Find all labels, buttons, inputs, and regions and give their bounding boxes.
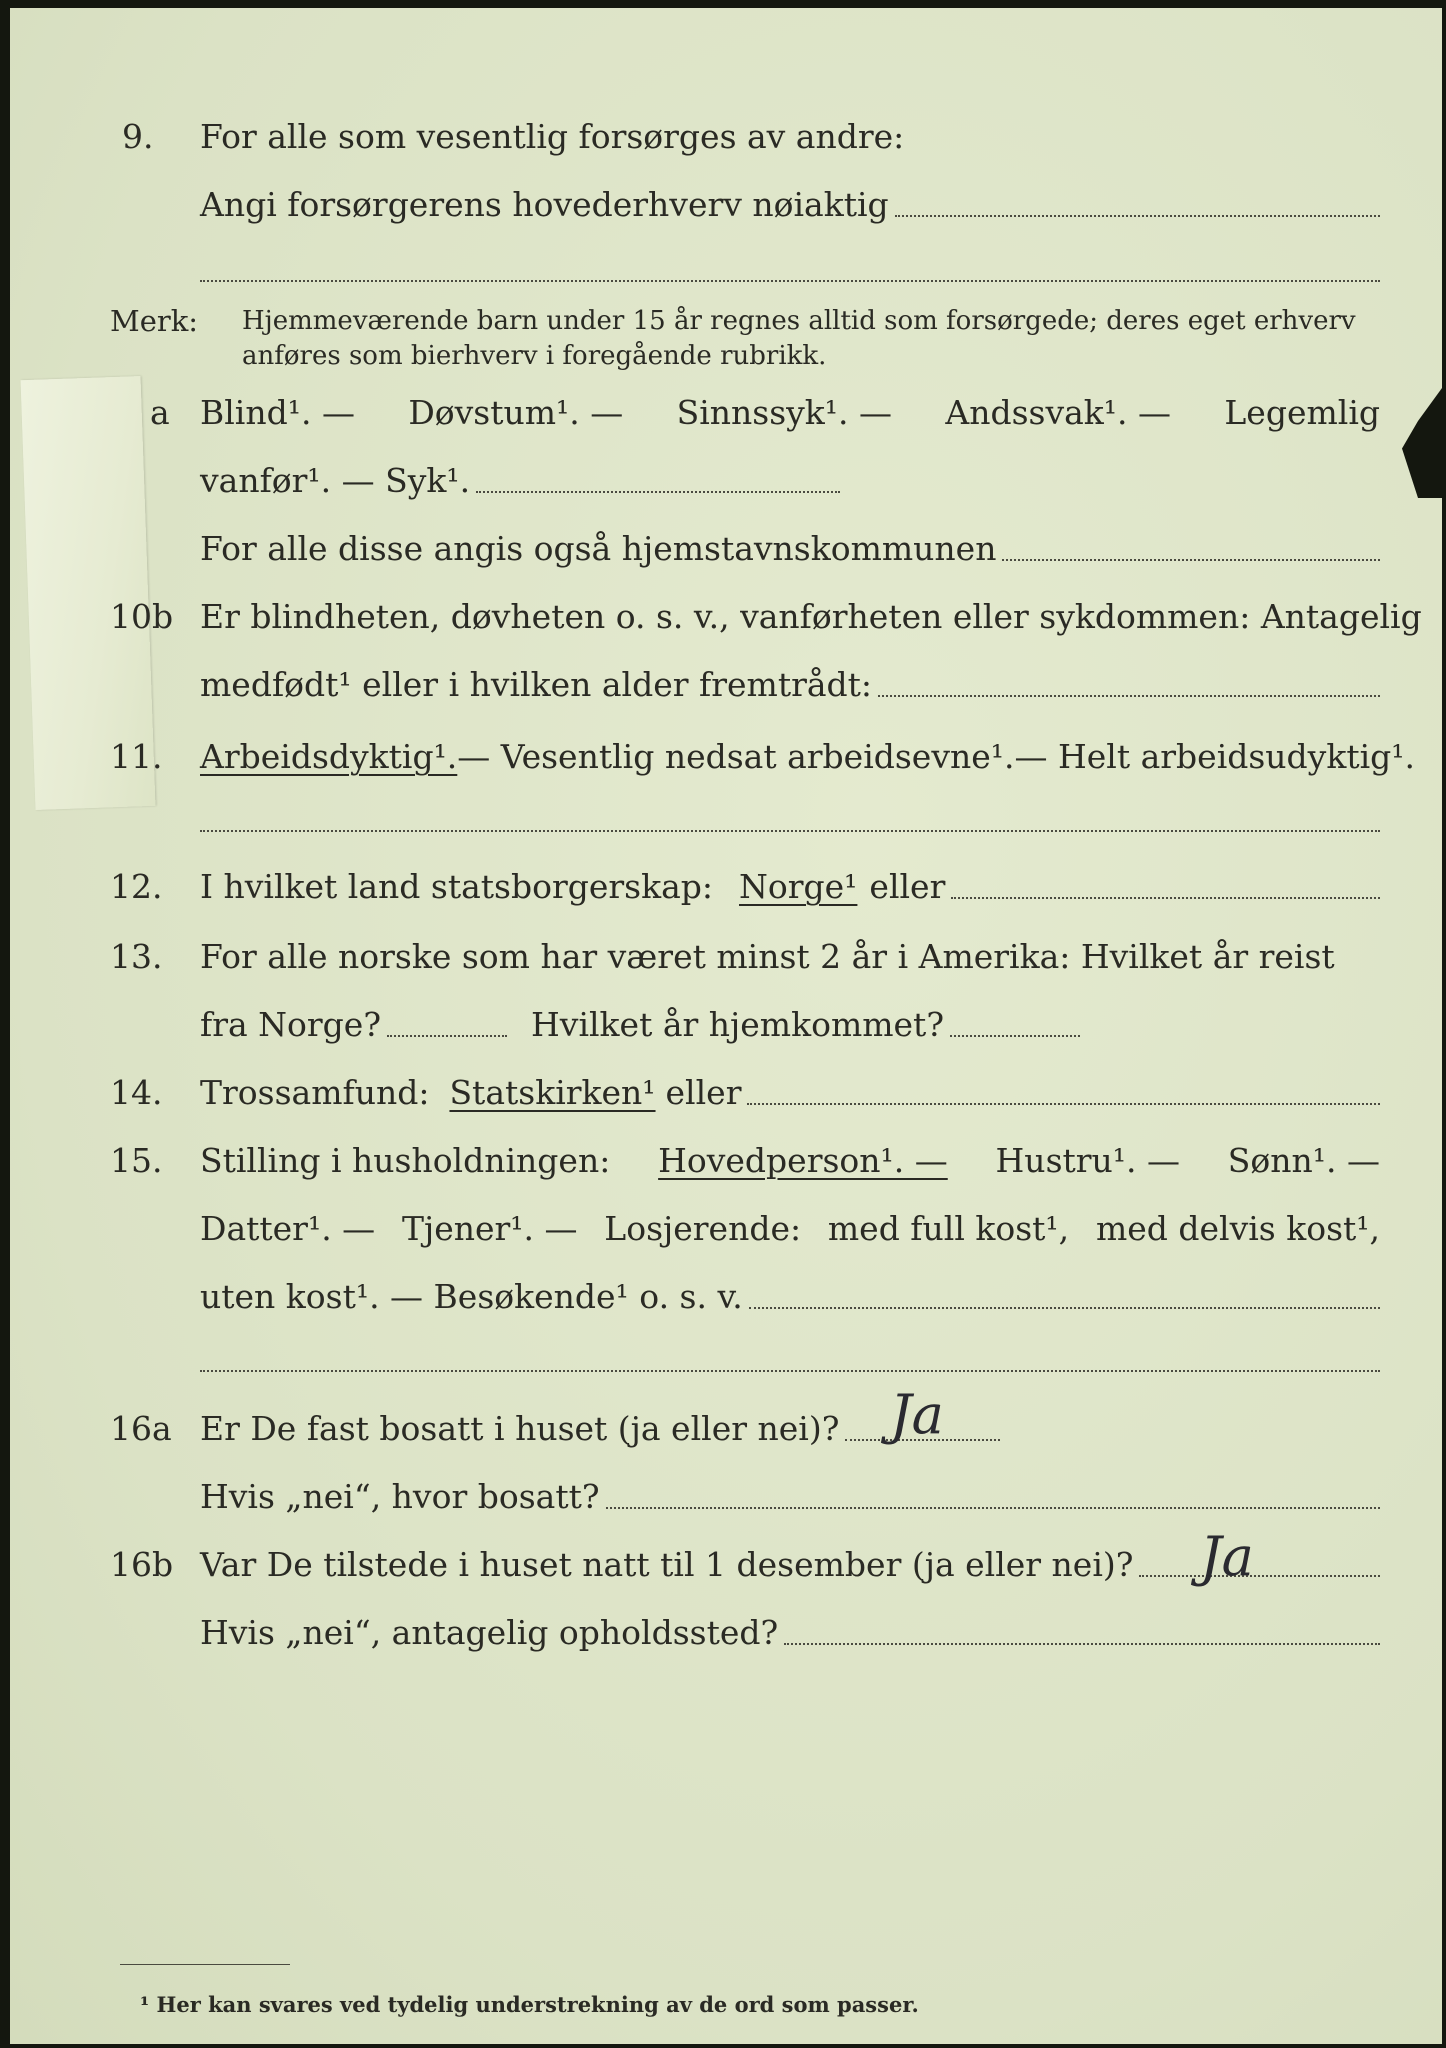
q15-opt-hustru[interactable]: Hustru¹. —: [995, 1141, 1180, 1180]
q10a-number: a: [150, 393, 170, 432]
q15-line2: Datter¹. — Tjener¹. — Losjerende: med full kost¹, med delvis kost¹,: [200, 1209, 1380, 1248]
q14-number: 14.: [110, 1073, 163, 1112]
q13-number: 13.: [110, 937, 163, 976]
q16b-answer-field[interactable]: [1139, 1574, 1380, 1577]
q16a-handwritten-answer: Ja: [890, 1383, 944, 1446]
q16b-number: 16b: [110, 1545, 174, 1584]
q11-line1: [200, 737, 1415, 776]
q12-line1: I hvilket land statsborgerskap: Norge¹ eller: [200, 870, 1380, 903]
q16a-number: 16a: [110, 1409, 172, 1448]
census-form-page: [10, 8, 1442, 2044]
q9-line1: For alle som vesentlig forsørges av andre:: [200, 117, 905, 156]
q15-number: 15.: [110, 1141, 163, 1180]
q14-line1: Trossamfund: Statskirken¹ eller: [200, 1076, 1380, 1109]
q15-answer-field[interactable]: [749, 1306, 1380, 1309]
q10b-line2: medfødt¹ eller i hvilken alder fremtrådt:: [200, 668, 1380, 701]
q16a-line2: Hvis „nei“, hvor bosatt?: [200, 1480, 1380, 1513]
q10a-line1: Blind¹. — Døvstum¹. — Sinnssyk¹. — Andssvak¹. — Legemlig: [200, 393, 1380, 432]
q15-opt-full-kost[interactable]: med full kost¹,: [827, 1209, 1070, 1248]
q15-opt-datter[interactable]: Datter¹. —: [200, 1209, 376, 1248]
q9-answer-field[interactable]: [895, 214, 1380, 217]
q10b-number: 10b: [110, 597, 174, 636]
footnote-text: ¹ Her kan svares ved tydelig understrekning av de ord som passer.: [140, 1992, 919, 2017]
q12-opt-norge[interactable]: Norge¹: [739, 867, 858, 906]
q12-number: 12.: [110, 867, 163, 906]
q11-opt-nedsat[interactable]: — Vesentlig nedsat arbeidsevne¹.: [457, 737, 1015, 776]
q9-answer-line[interactable]: [200, 280, 1380, 282]
q10a-line2: vanfør¹. — Syk¹.: [200, 464, 840, 497]
q15-opt-tjener[interactable]: Tjener¹. —: [401, 1209, 578, 1248]
footnote-rule: [120, 1964, 290, 1965]
q15-opt-delvis-kost[interactable]: med delvis kost¹,: [1095, 1209, 1380, 1248]
q13-hjemkommet-field[interactable]: [950, 1034, 1080, 1037]
q16b-opholdssted-field[interactable]: [784, 1642, 1380, 1645]
q9-number: 9.: [122, 117, 154, 156]
q13-line1: For alle norske som har været minst 2 år i Amerika: Hvilket år reist: [200, 937, 1335, 976]
q12-answer-field[interactable]: [951, 896, 1380, 899]
q11-opt-udyktig[interactable]: — Helt arbeidsudyktig¹.: [1014, 737, 1415, 776]
q11-answer-line[interactable]: [200, 830, 1380, 832]
q15-opt-sonn[interactable]: Sønn¹. —: [1227, 1141, 1380, 1180]
q11-number: 11.: [110, 737, 163, 776]
q15-answer-line[interactable]: [200, 1370, 1380, 1372]
q11-opt-arbeidsdyktig[interactable]: Arbeidsdyktig¹.: [200, 737, 458, 776]
q9-line2: Angi forsørgerens hovederhverv nøiaktig: [200, 188, 1380, 221]
q10a-hjemstavn-field[interactable]: [1002, 558, 1380, 561]
merk-label: Merk:: [110, 304, 199, 338]
q16b-handwritten-answer: Ja: [1200, 1525, 1254, 1588]
q10b-line1: Er blindheten, døvheten o. s. v., vanførheten eller sykdommen: Antagelig: [200, 597, 1422, 636]
torn-edge: [1402, 388, 1442, 498]
q16b-line2: Hvis „nei“, antagelig opholdssted?: [200, 1616, 1380, 1649]
q10a-answer-field[interactable]: [476, 490, 840, 493]
q16b-line1: Var De tilstede i huset natt til 1 desember (ja eller nei)?: [200, 1548, 1380, 1581]
q10b-answer-field[interactable]: [878, 694, 1380, 697]
q10a-line3: For alle disse angis også hjemstavnskommunen: [200, 532, 1380, 565]
q15-line1: Stilling i husholdningen: Hovedperson¹. — Hustru¹. — Sønn¹. —: [200, 1141, 1380, 1180]
q15-line3: uten kost¹. — Besøkende¹ o. s. v.: [200, 1280, 1380, 1313]
q14-answer-field[interactable]: [747, 1102, 1380, 1105]
q16a-line1: Er De fast bosatt i huset (ja eller nei)?: [200, 1412, 1000, 1445]
merk-text: Hjemmeværende barn under 15 år regnes alltid som forsørgede; deres eget erhverv anføres som bierhverv i foregående rubrikk.: [242, 306, 1356, 372]
q14-opt-statskirken[interactable]: Statskirken¹: [449, 1073, 656, 1112]
q13-reist-field[interactable]: [387, 1034, 507, 1037]
q13-line2: fra Norge? Hvilket år hjemkommet?: [200, 1008, 1080, 1041]
q15-opt-hovedperson[interactable]: Hovedperson¹. —: [658, 1141, 948, 1180]
q16a-bosatt-field[interactable]: [606, 1506, 1380, 1509]
